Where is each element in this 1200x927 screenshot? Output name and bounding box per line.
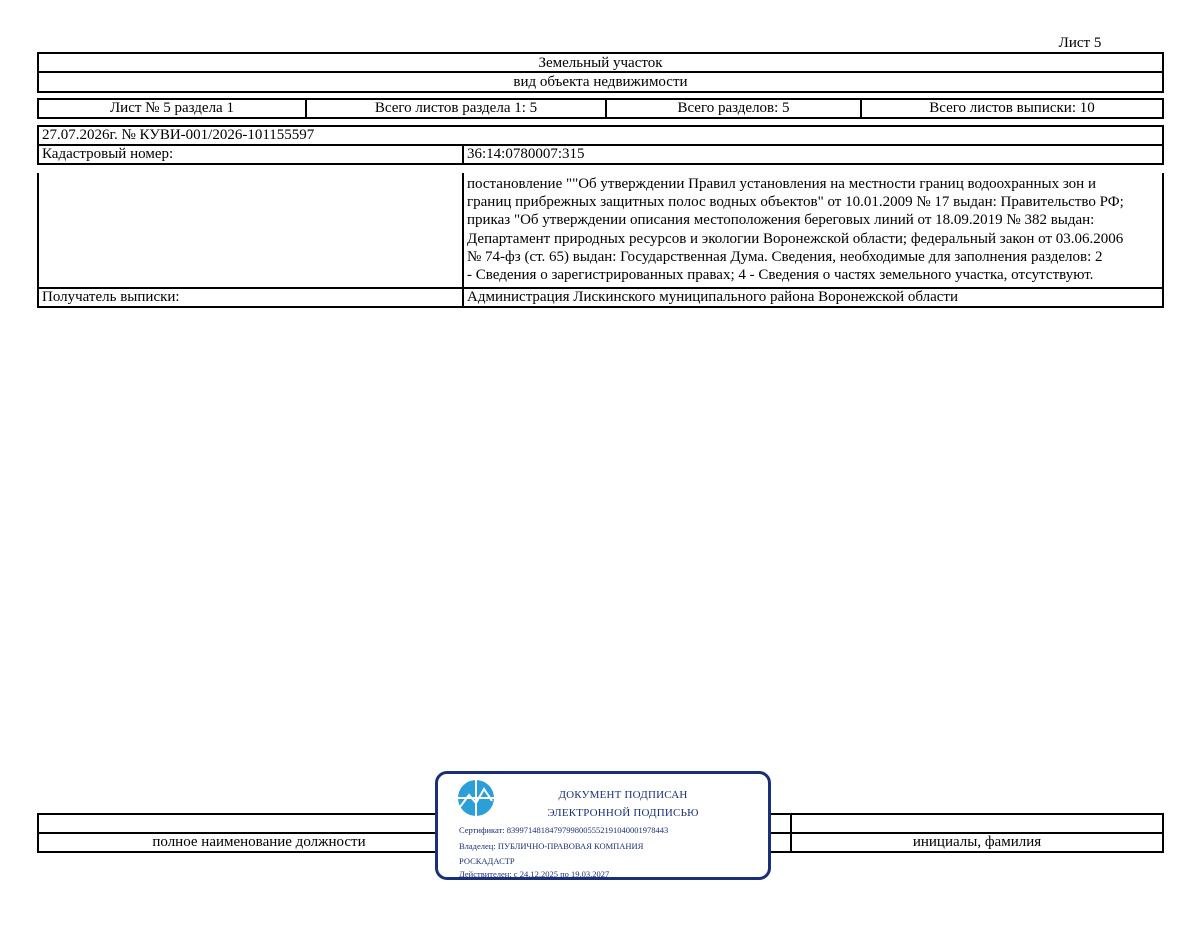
cadastral-label: Кадастровый номер: xyxy=(42,146,174,162)
position-caption: полное наименование должности xyxy=(152,834,366,850)
sheet-label: Лист 5 xyxy=(1058,35,1102,51)
object-type-value: Земельный участок xyxy=(538,54,663,71)
name-caption: инициалы, фамилия xyxy=(912,834,1042,850)
sheet-of-section: Лист № 5 раздела 1 xyxy=(110,100,234,116)
continuation-text xyxy=(467,175,1157,284)
stamp-title-line1: ДОКУМЕНТ ПОДПИСАН xyxy=(558,789,688,801)
stamp-owner-line1: Владелец: ПУБЛИЧНО-ПРАВОВАЯ КОМПАНИЯ xyxy=(459,841,644,851)
stamp-title-line2: ЭЛЕКТРОННОЙ ПОДПИСЬЮ xyxy=(547,807,699,819)
continuation-line: № 74-фз (ст. 65) выдан: Государственная Дума. Сведения, необходимые для заполнения разделов: 2 xyxy=(467,248,1103,265)
total-sheets-extract: Всего листов выписки: 10 xyxy=(929,100,1095,116)
stamp-certificate: Сертификат: 83997148184797998005552191040001978443 xyxy=(459,825,669,835)
total-sections: Всего разделов: 5 xyxy=(677,100,790,116)
electronic-signature-stamp xyxy=(435,771,771,880)
object-type-box xyxy=(37,52,1164,93)
continuation-line: границ прибрежных защитных полос водных объектов" от 10.01.2009 № 17 выдан: Правительство РФ; xyxy=(467,194,1124,211)
document-reference: 27.07.2026г. № КУВИ-001/2026-101155597 xyxy=(42,127,315,143)
recipient-label: Получатель выписки: xyxy=(42,288,180,305)
recipient-value: Администрация Лискинского муниципального района Воронежской области xyxy=(467,288,959,305)
encumbrance-continuation-block xyxy=(37,173,1164,308)
stamp-owner-line2: РОСКАДАСТР xyxy=(459,856,515,866)
continuation-line: Департамент природных ресурсов и экологии Воронежской области; федеральный закон от 03.06.2006 xyxy=(467,230,1124,247)
cadastral-number: 36:14:0780007:315 xyxy=(467,146,585,162)
sheet-info-row xyxy=(37,98,1164,119)
stamp-validity: Действителен: с 24.12.2025 по 19.03.2027 xyxy=(459,869,610,879)
continuation-line: приказ "Об утверждении описания местоположения береговых линий от 18.09.2019 № 382 выдан: xyxy=(467,212,1095,229)
continuation-line: - Сведения о зарегистрированных правах; 4 - Сведения о частях земельного участка, отсутствуют. xyxy=(467,267,1094,284)
total-sheets-section: Всего листов раздела 1: 5 xyxy=(374,100,538,116)
document-info-box xyxy=(37,125,1164,165)
object-type-caption: вид объекта недвижимости xyxy=(513,73,688,90)
continuation-line: постановление ""Об утверждении Правил установления на местности границ водоохранных зон и xyxy=(467,176,1096,192)
